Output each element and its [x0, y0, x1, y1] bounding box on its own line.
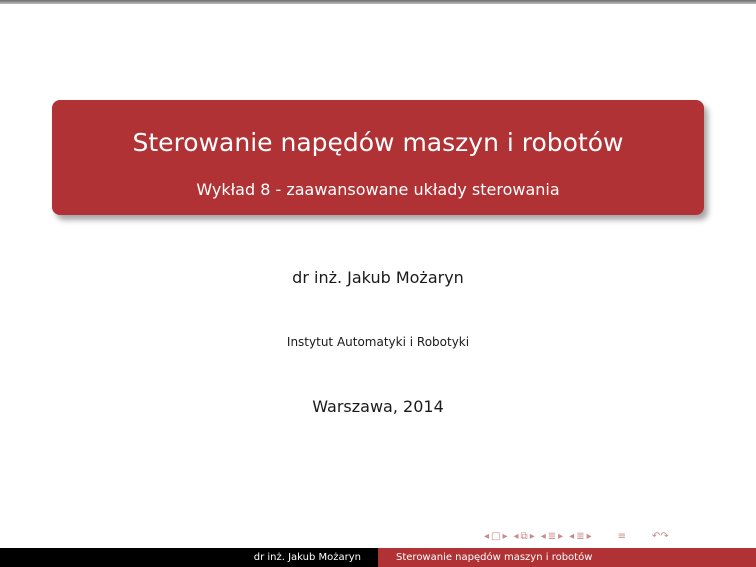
institute-name: Instytut Automatyki i Robotyki [286, 335, 470, 349]
frame-icon[interactable]: □ [491, 531, 501, 542]
subsection-next-icon[interactable]: ▸ [529, 531, 535, 542]
top-rule [0, 0, 756, 4]
part-nav [569, 530, 591, 544]
search-back-forward-icon[interactable]: ↶↷ [652, 531, 669, 542]
subsection-prev-icon[interactable]: ◂ [513, 531, 519, 542]
slide-subtitle: Wykład 8 - zaawansowane układy sterowania [196, 180, 560, 199]
footer-author: dr inż. Jakub Możaryn [0, 548, 378, 567]
part-icon[interactable]: ≣ [576, 531, 585, 542]
section-icon[interactable]: ≣ [547, 531, 557, 542]
title-block [52, 100, 704, 215]
date-place: Warszawa, 2014 [312, 397, 444, 416]
frame-next-icon[interactable]: ▸ [502, 531, 508, 542]
subsection-icon[interactable]: ⧉ [520, 531, 528, 542]
section-next-icon[interactable]: ▸ [558, 531, 564, 542]
author-name: dr inż. Jakub Możaryn [292, 268, 464, 287]
frame-nav [484, 530, 508, 544]
subsection-nav [514, 530, 535, 544]
slide-title: Sterowanie napędów maszyn i robotów [132, 128, 624, 157]
footer-title: Sterowanie napędów maszyn i robotów [378, 548, 756, 567]
section-prev-icon[interactable]: ◂ [540, 531, 546, 542]
section-nav [541, 530, 563, 544]
part-next-icon[interactable]: ▸ [586, 531, 592, 542]
frame-prev-icon[interactable]: ◂ [484, 531, 490, 542]
footer-bar [0, 548, 756, 567]
navigation-bar [484, 530, 752, 544]
align-icon[interactable]: ≡ [617, 531, 627, 542]
part-prev-icon[interactable]: ◂ [569, 531, 575, 542]
